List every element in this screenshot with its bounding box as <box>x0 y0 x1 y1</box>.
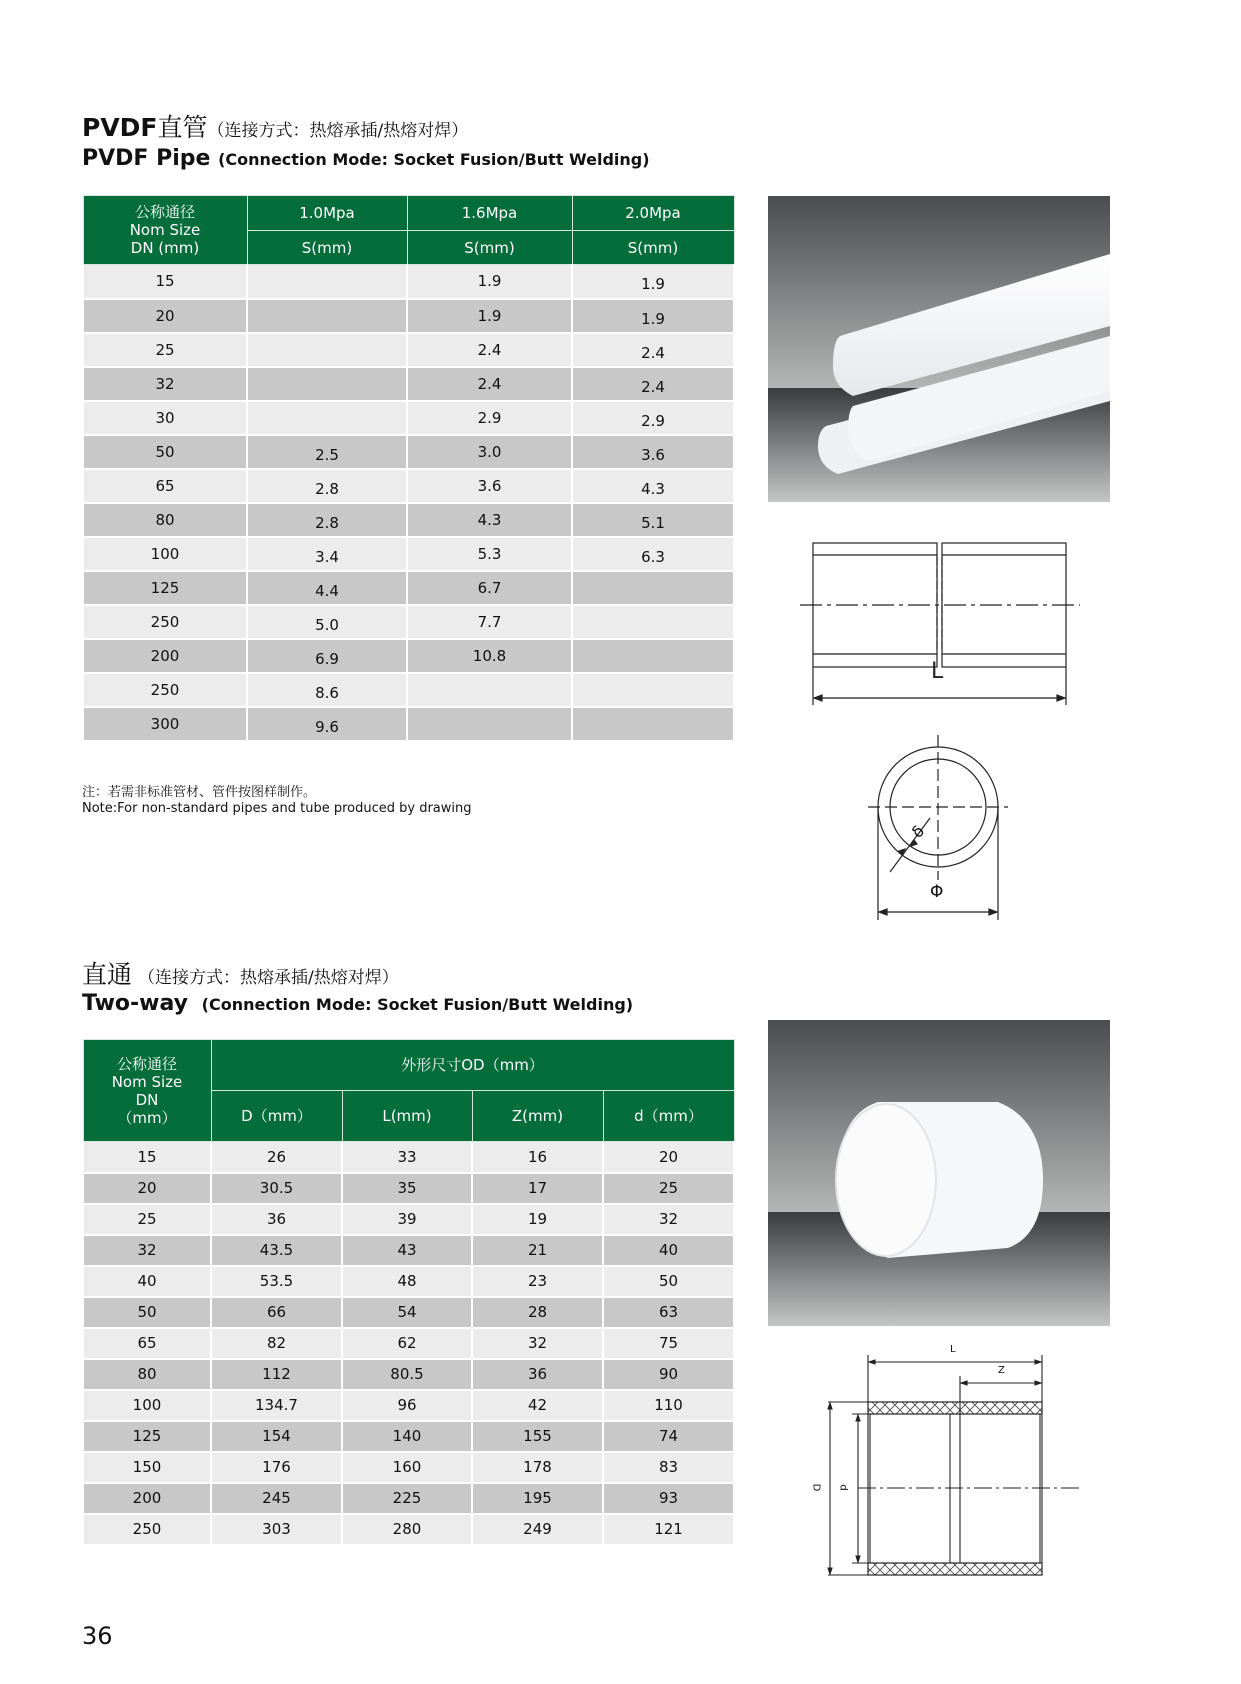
table-cell: 2.4 <box>407 333 572 367</box>
outer-diameter-label: D <box>810 1483 822 1492</box>
table-cell: 30 <box>83 401 247 435</box>
title-prefix: PVDF <box>82 113 158 142</box>
table-cell: 63 <box>603 1297 734 1328</box>
table-cell: 39 <box>342 1204 472 1235</box>
table-row <box>83 1359 734 1390</box>
table-row <box>83 367 734 401</box>
table-cell <box>247 299 407 333</box>
table-cell <box>572 707 734 741</box>
page-number: 36 <box>82 1622 113 1650</box>
table-cell: 30.5 <box>211 1173 342 1204</box>
table-cell: 90 <box>603 1359 734 1390</box>
table-cell: 62 <box>342 1328 472 1359</box>
table-cell: 15 <box>83 1142 211 1173</box>
table-cell: 96 <box>342 1390 472 1421</box>
table-cell <box>407 673 572 707</box>
table-row <box>83 401 734 435</box>
table-cell: 9.6 <box>247 707 407 741</box>
nom-size-unit: （mm） <box>117 1108 177 1127</box>
table-cell: 80 <box>83 503 247 537</box>
sub-header-L: L(mm) <box>342 1091 472 1142</box>
table-row <box>83 673 734 707</box>
note-cn: 注：若需非标准管材、管件按图样制作。 <box>82 785 317 800</box>
section1-title-en <box>82 146 650 171</box>
table-cell: 4.4 <box>247 571 407 605</box>
unit-header: S(mm) <box>247 231 407 265</box>
nom-size-en: Nom Size <box>129 221 201 239</box>
sub-header-d: d（mm） <box>603 1091 734 1142</box>
table-cell: 4.3 <box>572 469 734 503</box>
pipe-spec-table <box>82 195 735 742</box>
table-cell: 82 <box>211 1328 342 1359</box>
table-cell: 2.4 <box>572 333 734 367</box>
table-cell: 80 <box>83 1359 211 1390</box>
table-cell: 36 <box>472 1359 603 1390</box>
table-cell: 40 <box>603 1235 734 1266</box>
table-cell: 5.3 <box>407 537 572 571</box>
note <box>82 785 472 817</box>
wall-thickness-label: δ <box>907 821 929 842</box>
pressure-header: 2.0Mpa <box>572 196 734 231</box>
table-row <box>83 1266 734 1297</box>
table-cell: 33 <box>342 1142 472 1173</box>
table-row <box>83 1452 734 1483</box>
pressure-header: 1.6Mpa <box>407 196 572 231</box>
table-cell: 32 <box>83 1235 211 1266</box>
table-cell <box>572 605 734 639</box>
table-row <box>83 1421 734 1452</box>
table-cell: 112 <box>211 1359 342 1390</box>
table-cell: 32 <box>83 367 247 401</box>
table-cell: 2.8 <box>247 469 407 503</box>
table-cell: 110 <box>603 1390 734 1421</box>
nom-size-cn: 公称通径 <box>116 1054 177 1073</box>
section1-title-cn <box>82 108 468 144</box>
table-cell: 17 <box>472 1173 603 1204</box>
title-cn-main: 直通 <box>82 960 133 989</box>
table-cell: 32 <box>472 1328 603 1359</box>
table-cell: 42 <box>472 1390 603 1421</box>
table-cell: 303 <box>211 1514 342 1545</box>
section2-title-en <box>82 991 633 1016</box>
table-cell: 245 <box>211 1483 342 1514</box>
table-cell: 225 <box>342 1483 472 1514</box>
table-cell <box>247 367 407 401</box>
table-row <box>83 1173 734 1204</box>
sub-header-Z: Z(mm) <box>472 1091 603 1142</box>
table-row <box>83 469 734 503</box>
nom-size-unit: DN (mm) <box>130 239 200 257</box>
two-way-coupling-photo <box>768 1020 1110 1326</box>
table-cell: 43.5 <box>211 1235 342 1266</box>
table-cell: 66 <box>211 1297 342 1328</box>
table-cell: 25 <box>603 1173 734 1204</box>
table-cell: 125 <box>83 571 247 605</box>
title-en-main: PVDF Pipe <box>82 146 211 171</box>
table-cell <box>247 265 407 299</box>
table-cell: 3.6 <box>572 435 734 469</box>
two-way-drawing <box>800 1340 1080 1585</box>
table-cell: 4.3 <box>407 503 572 537</box>
length-label: L <box>931 659 944 684</box>
table-row <box>83 1204 734 1235</box>
table-cell: 2.8 <box>247 503 407 537</box>
table-cell: 16 <box>472 1142 603 1173</box>
table-cell: 50 <box>83 1297 211 1328</box>
table-cell: 36 <box>211 1204 342 1235</box>
table-cell: 134.7 <box>211 1390 342 1421</box>
table-cell: 65 <box>83 469 247 503</box>
table-cell: 150 <box>83 1452 211 1483</box>
table-cell: 160 <box>342 1452 472 1483</box>
table-cell: 23 <box>472 1266 603 1297</box>
table-row <box>83 1328 734 1359</box>
table-cell: 15 <box>83 265 247 299</box>
pressure-header: 1.0Mpa <box>247 196 407 231</box>
table-cell: 2.9 <box>572 401 734 435</box>
table-cell: 20 <box>603 1142 734 1173</box>
table-row <box>83 265 734 299</box>
table-cell: 80.5 <box>342 1359 472 1390</box>
table-cell: 6.3 <box>572 537 734 571</box>
nom-size-header <box>83 196 247 265</box>
pipe-section-drawing <box>848 730 1038 920</box>
pvdf-pipe-photo <box>768 196 1110 502</box>
table-row <box>83 1297 734 1328</box>
table-cell <box>407 707 572 741</box>
table-row <box>83 639 734 673</box>
table-cell: 100 <box>83 537 247 571</box>
table-cell <box>572 673 734 707</box>
diameter-label: Φ <box>930 882 944 902</box>
unit-header: S(mm) <box>407 231 572 265</box>
table-cell: 32 <box>603 1204 734 1235</box>
table-row <box>83 435 734 469</box>
table-cell: 140 <box>342 1421 472 1452</box>
table-row <box>83 1142 734 1173</box>
table-cell: 250 <box>83 1514 211 1545</box>
table-cell: 75 <box>603 1328 734 1359</box>
table-cell: 53.5 <box>211 1266 342 1297</box>
table-cell: 50 <box>603 1266 734 1297</box>
table-row <box>83 537 734 571</box>
nom-size-cn: 公称通径 <box>134 203 195 221</box>
table-cell: 20 <box>83 299 247 333</box>
table-cell: 10.8 <box>407 639 572 673</box>
note-en: Note:For non-standard pipes and tube produced by drawing <box>82 801 472 816</box>
table-cell: 35 <box>342 1173 472 1204</box>
title-cn-main: 直管 <box>157 113 208 142</box>
table-cell <box>572 639 734 673</box>
table-cell <box>247 401 407 435</box>
table-cell: 1.9 <box>407 265 572 299</box>
table-cell: 250 <box>83 605 247 639</box>
table-cell: 28 <box>472 1297 603 1328</box>
table-cell: 121 <box>603 1514 734 1545</box>
title-en-sub: (Connection Mode: Socket Fusion/Butt Welding) <box>201 995 634 1014</box>
pipe-side-drawing <box>800 535 1080 705</box>
table-cell: 25 <box>83 333 247 367</box>
socket-depth-label: Z <box>998 1365 1005 1376</box>
table-row <box>83 707 734 741</box>
nom-size-dn: DN <box>135 1090 159 1109</box>
table-row <box>83 299 734 333</box>
table-cell: 3.4 <box>247 537 407 571</box>
inner-diameter-label: d <box>837 1484 849 1491</box>
table-cell: 65 <box>83 1328 211 1359</box>
table-cell: 3.6 <box>407 469 572 503</box>
table-row <box>83 605 734 639</box>
table-cell: 19 <box>472 1204 603 1235</box>
table-cell: 6.9 <box>247 639 407 673</box>
table-cell: 280 <box>342 1514 472 1545</box>
table-row <box>83 1235 734 1266</box>
sub-header-D: D（mm） <box>211 1091 342 1142</box>
table-cell: 176 <box>211 1452 342 1483</box>
table-cell: 5.0 <box>247 605 407 639</box>
table-cell: 54 <box>342 1297 472 1328</box>
table-cell: 8.6 <box>247 673 407 707</box>
table-cell: 20 <box>83 1173 211 1204</box>
table-cell: 21 <box>472 1235 603 1266</box>
table-cell: 2.9 <box>407 401 572 435</box>
title-en-main: Two-way <box>82 991 188 1016</box>
table-cell: 200 <box>83 639 247 673</box>
title-cn-sub: （连接方式：热熔承插/热熔对焊） <box>207 121 469 141</box>
table-cell: 26 <box>211 1142 342 1173</box>
table-cell: 125 <box>83 1421 211 1452</box>
table-cell: 200 <box>83 1483 211 1514</box>
two-way-spec-table <box>82 1039 735 1546</box>
table-row <box>83 571 734 605</box>
unit-header: S(mm) <box>572 231 734 265</box>
table-cell: 83 <box>603 1452 734 1483</box>
table-cell: 93 <box>603 1483 734 1514</box>
title-en-sub: (Connection Mode: Socket Fusion/Butt Welding) <box>218 150 650 169</box>
table-row <box>83 1390 734 1421</box>
table-cell: 2.4 <box>407 367 572 401</box>
table-cell: 3.0 <box>407 435 572 469</box>
table-cell: 74 <box>603 1421 734 1452</box>
table-cell: 1.9 <box>572 299 734 333</box>
table-cell: 48 <box>342 1266 472 1297</box>
table-row <box>83 503 734 537</box>
table-cell: 43 <box>342 1235 472 1266</box>
table-cell: 249 <box>472 1514 603 1545</box>
table-cell: 2.5 <box>247 435 407 469</box>
table-cell: 195 <box>472 1483 603 1514</box>
table-cell: 155 <box>472 1421 603 1452</box>
table-cell <box>572 571 734 605</box>
table-cell: 250 <box>83 673 247 707</box>
nom-size-en: Nom Size <box>111 1072 183 1091</box>
table-row <box>83 1514 734 1545</box>
table-cell: 154 <box>211 1421 342 1452</box>
table-cell: 7.7 <box>407 605 572 639</box>
table-cell: 50 <box>83 435 247 469</box>
table-cell: 1.9 <box>572 265 734 299</box>
od-group-header: 外形尺寸OD（mm） <box>211 1040 734 1091</box>
nom-size-header <box>83 1040 211 1142</box>
table-cell: 6.7 <box>407 571 572 605</box>
table-cell: 100 <box>83 1390 211 1421</box>
table-cell: 178 <box>472 1452 603 1483</box>
table-cell <box>247 333 407 367</box>
title-cn-sub: （连接方式：热熔承插/热熔对焊） <box>138 968 399 988</box>
table-cell: 40 <box>83 1266 211 1297</box>
section2-title-cn <box>82 955 399 991</box>
table-row <box>83 333 734 367</box>
table-cell: 2.4 <box>572 367 734 401</box>
length-label: L <box>950 1344 956 1355</box>
table-row <box>83 1483 734 1514</box>
table-cell: 25 <box>83 1204 211 1235</box>
table-cell: 1.9 <box>407 299 572 333</box>
table-cell: 5.1 <box>572 503 734 537</box>
table-cell: 300 <box>83 707 247 741</box>
